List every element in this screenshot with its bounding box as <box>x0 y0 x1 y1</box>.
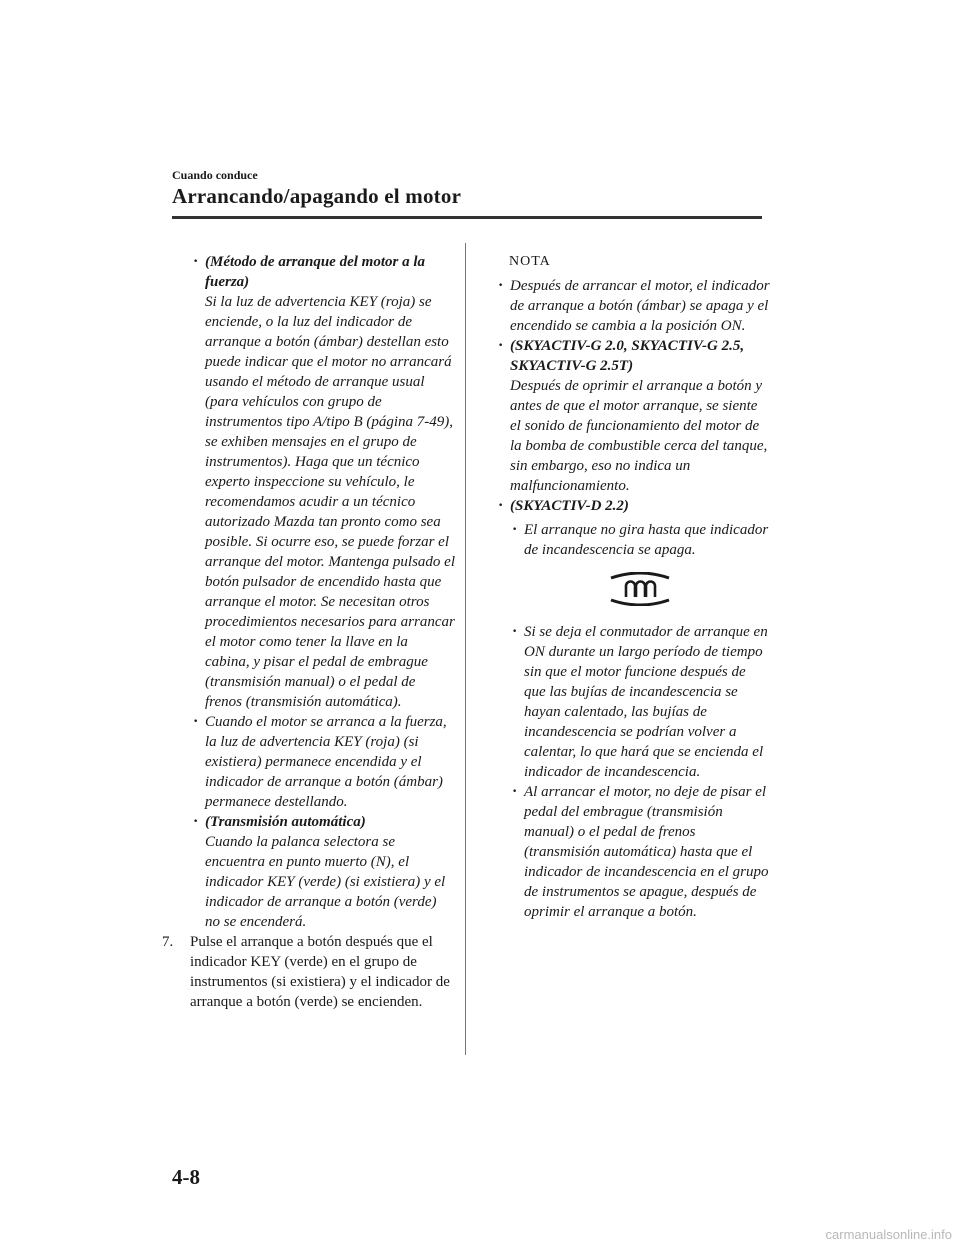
bullet-text: Después de oprimir el arranque a botón y antes de que el motor arranque, se siente el sonido de funcionamiento del motor de la bomba de combustible cerca del tanque, sin embargo, eso no indica un malfuncionamiento. <box>510 378 768 494</box>
page-number: 4-8 <box>172 1165 200 1189</box>
sub-bullet-clutch-hold <box>509 782 770 922</box>
bullet-automatic-transmission <box>190 812 455 932</box>
column-divider <box>465 243 466 1055</box>
bullet-heading: · (SKYACTIV-D 2.2) <box>510 498 629 514</box>
bullet-text: · Al arrancar el motor, no deje de pisar el pedal del embrague (transmisión manual) o el pedal de frenos (transmisión automática) hasta que el indicador de incandescencia en el grupo de instrumentos se apague, después de oprimir el arranque a botón. <box>524 784 769 920</box>
glow-plug-icon-row <box>509 560 770 622</box>
right-column <box>495 252 770 922</box>
bullet-text: · Si se deja el conmutador de arranque en ON durante un largo período de tiempo sin que el motor funcione después de que las bujías de incandescencia se hayan calentado, las bujías de incandescencia se podrían volver a calentar, lo que hará que se encienda el indicador de incandescencia. <box>524 624 768 780</box>
sub-bullet-glow-wait <box>509 520 770 560</box>
bullet-heading: · (SKYACTIV-G 2.0, SKYACTIV-G 2.5, SKYACTIV-G 2.5T) <box>510 338 745 374</box>
note-bullet-skyactiv-d <box>495 496 770 516</box>
diesel-sub-bullets <box>509 520 770 922</box>
title-rule <box>172 216 762 219</box>
section-label: Cuando conduce <box>172 168 258 182</box>
bullet-forced-start-lights <box>190 712 455 812</box>
bullet-heading: · (Transmisión automática) <box>205 814 366 830</box>
step-7 <box>162 932 455 1012</box>
step-number: 7. <box>162 934 174 950</box>
sub-bullet-glow-reheat <box>509 622 770 782</box>
bullet-text: · El arranque no gira hasta que indicador de incandescencia se apaga. <box>524 522 769 558</box>
bullet-text: · Después de arrancar el motor, el indicador de arranque a botón (ámbar) se apaga y el encendido se cambia a la posición ON. <box>510 278 770 334</box>
page-title: Arrancando/apagando el motor <box>172 184 462 208</box>
glow-plug-indicator-icon <box>608 572 672 606</box>
bullet-heading: · (Método de arranque del motor a la fuerza) <box>205 254 425 290</box>
note-label: NOTA <box>509 254 551 269</box>
bullet-text: Si la luz de advertencia KEY (roja) se enciende, o la luz del indicador de arranque a botón (ámbar) destellan esto puede indicar que el motor no arrancará usando el método de arranque usual (para vehículos con grupo de instrumentos tipo A/tipo B (página 7-49), se exhiben mensajes en el grupo de instrumentos). Haga que un técnico experto inspeccione su vehículo, le recomendamos acudir a un técnico autorizado Mazda tan pronto como sea posible. Si ocurre eso, se puede forzar el arranque del motor. Mantenga pulsado el botón pulsador de encendido hasta que arranque el motor. Se necesitan otros procedimientos necesarios para arrancar el motor como tener la llave en la cabina, y pisar el pedal de embrague (transmisión manual) o el pedal de frenos (transmisión automática). <box>205 294 455 710</box>
bullet-text: · Cuando el motor se arranca a la fuerza, la luz de advertencia KEY (roja) (si existiera) permanece encendida y el indicador de arranque a botón (ámbar) permanece destellando. <box>205 714 447 810</box>
bullet-forced-start <box>190 252 455 712</box>
note-bullet-after-start <box>495 276 770 336</box>
left-column <box>162 252 455 1012</box>
note-bullet-skyactiv-g <box>495 336 770 496</box>
bullet-text: Cuando la palanca selectora se encuentra en punto muerto (N), el indicador KEY (verde) (si existiera) y el indicador de arranque a botón (verde) no se encenderá. <box>205 834 446 930</box>
step-text: Pulse el arranque a botón después que el indicador KEY (verde) en el grupo de instrumentos (si existiera) y el indicador de arranque a botón (verde) se encienden. <box>190 934 450 1010</box>
footer-watermark: carmanualsonline.info <box>825 1227 952 1242</box>
